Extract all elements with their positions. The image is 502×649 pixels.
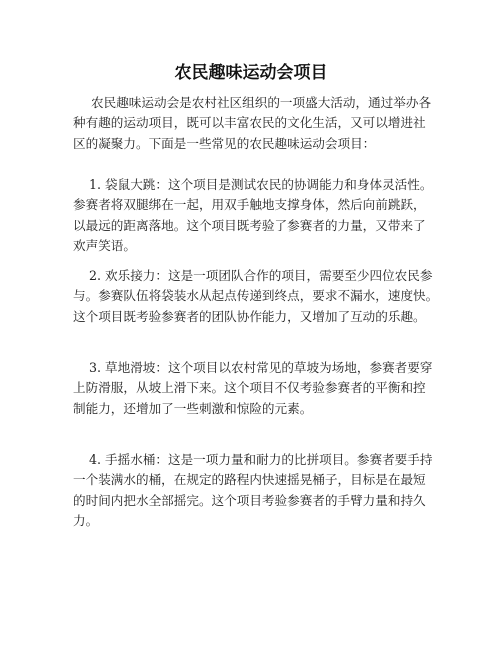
paragraph-line: 1. 袋鼠大跳：这个项目是测试农民的协调能力和身体灵活性。 <box>89 177 433 192</box>
paragraph-line: 与。参赛队伍将袋装水从起点传递到终点，要求不漏水，速度快。 <box>73 288 439 304</box>
paragraph-line: 区的凝聚力。下面是一些常见的农民趣味运动会项目： <box>73 135 376 151</box>
paragraph-line: 3. 草地滑坡：这个项目以农村常见的草坡为场地，参赛者要穿 <box>89 360 433 375</box>
paragraph-line: 制能力，还增加了一些刺激和惊险的元素。 <box>73 400 313 416</box>
item-paragraph-2 <box>73 266 453 327</box>
paragraph-line: 农民趣味运动会是农村社区组织的一项盛大活动，通过举办各 <box>91 95 432 110</box>
paragraph-line: 种有趣的运动项目，既可以丰富农民的文化生活，又可以增进社 <box>73 115 426 131</box>
paragraph-line: 2. 欢乐接力：这是一项团队合作的项目，需要至少四位农民参 <box>89 268 433 283</box>
document-title: 农民趣味运动会项目 <box>174 63 328 83</box>
intro-paragraph <box>73 93 453 154</box>
paragraph-line: 这个项目既考验参赛者的团队协作能力，又增加了互动的乐趣。 <box>73 308 426 324</box>
item-paragraph-3 <box>73 358 453 419</box>
paragraph-line: 以最远的距离落地。这个项目既考验了参赛者的力量，又带来了 <box>73 217 426 233</box>
paragraph-line: 一个装满水的桶，在规定的路程内快速摇晃桶子，目标是在最短 <box>73 472 426 488</box>
item-paragraph-4 <box>73 450 453 532</box>
paragraph-line: 力。 <box>73 513 99 529</box>
paragraph-line: 的时间内把水全部摇完。这个项目考验参赛者的手臂力量和持久 <box>73 492 426 508</box>
item-paragraph-1 <box>73 175 453 257</box>
paragraph-line: 参赛者将双腿绑在一起，用双手触地支撑身体，然后向前跳跃， <box>73 197 426 213</box>
paragraph-line: 4. 手摇水桶：这是一项力量和耐力的比拼项目。参赛者要手持 <box>89 452 433 467</box>
paragraph-line: 欢声笑语。 <box>73 238 136 254</box>
paragraph-line: 上防滑服，从坡上滑下来。这个项目不仅考验参赛者的平衡和控 <box>73 380 426 396</box>
